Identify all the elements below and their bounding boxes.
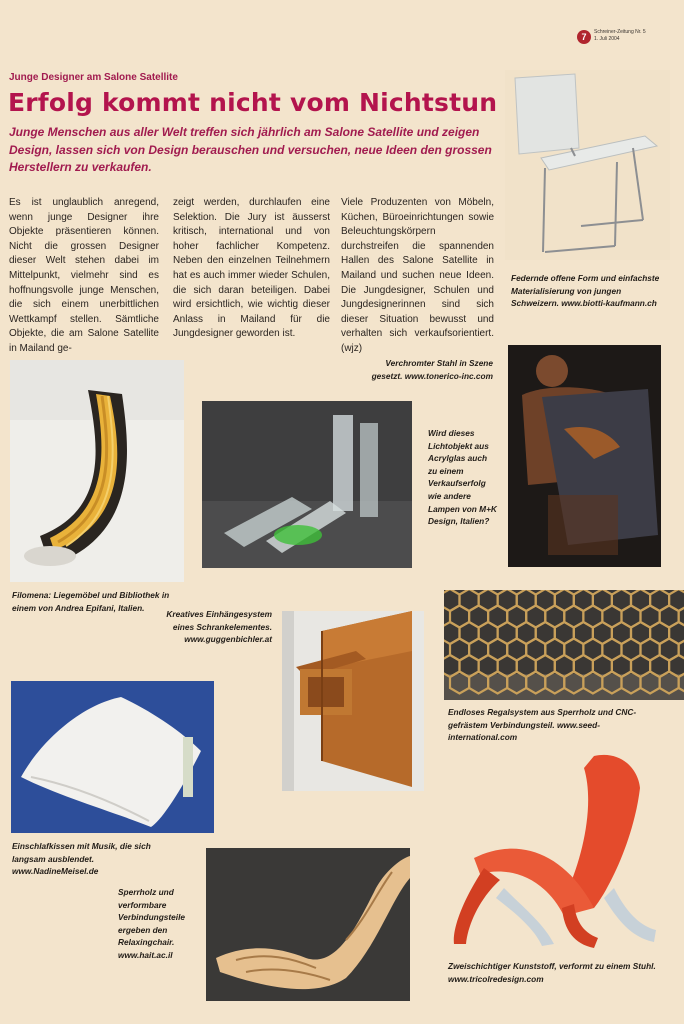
- caption-pillow: Einschlafkissen mit Musik, die sich langsam ausblendet. www.NadineMeisel.de: [12, 841, 151, 877]
- photo-hexagon-shelf: [444, 590, 684, 700]
- caption-filomena: Filomena: Liegemöbel und Bibliothek in einem von Andrea Epifani, Italien.: [12, 590, 170, 613]
- caption-steel: Verchromter Stahl in Szene gesetzt. www.tonerico-inc.com: [371, 358, 493, 381]
- caption-chair: Federnde offene Form und einfachste Materialisierung von jungen Schweizern. www.biotti-kaufmann.ch: [511, 273, 660, 309]
- photo-relaxing-chair: [206, 848, 410, 1001]
- article-kicker: Junge Designer am Salone Satellite: [9, 72, 178, 83]
- body-column-1: Es ist unglaublich anregend, wenn junge Designer ihre Objekte präsentieren können. Nicht die grossen Designer dieser Welt stehen dabei im Mittelpunkt, vielmehr sind es hoffnungsvolle junge Menschen, die sich einem unerbittlichen Wettkampf stellen. Sämtliche Objekte, die am Salone Satellite in Mailand ge-: [9, 197, 159, 354]
- article-headline: Erfolg kommt nicht vom Nichtstun: [8, 88, 498, 117]
- photo-steel-chair: [505, 70, 670, 260]
- caption-light: Wird dieses Lichtobjekt aus Acrylglas auch zu einem Verkaufserfolg wie andere Lampen von M+K Design, Italien?: [428, 428, 497, 527]
- photo-filomena: [10, 360, 184, 582]
- caption-plastic: Zweischichtiger Kunststoff, verformt zu einem Stuhl. www.tricolredesign.com: [448, 961, 656, 984]
- photo-wood-cabinet: [282, 611, 424, 791]
- body-column-2: zeigt werden, durchlaufen eine Selektion. Die Jury ist äusserst kritisch, international und von hoher fachlicher Kompetenz. Neben den einzelnen Teilnehmern hat es auch immer wieder Schulen, die sich daran beteiligen. Dabei wird ersichtlich, wie wichtig dieser Anlass in Mailand für die Jungdesigner geworden ist.: [173, 197, 330, 340]
- article-lead: Junge Menschen aus aller Welt treffen sich jährlich am Salone Satellite und zeigen Design, lassen sich von Design berauschen und versuchen, neue Ideen den grossen Herstellern zu verkaufen.: [9, 125, 492, 174]
- caption-cabinet: Kreatives Einhängesystem eines Schrankelementes. www.guggenbichler.at: [166, 609, 272, 645]
- photo-music-pillow: [11, 681, 214, 833]
- photo-plastic-chair: [444, 748, 666, 954]
- issue-info: Schreiner-Zeitung Nr. 5 1. Juli 2004: [594, 29, 646, 42]
- body-column-3: Viele Produzenten von Möbeln, Küchen, Büroeinrichtungen sowie Beleuchtungskörpern durchstreifen die spannenden Hallen des Salone Satellite in Mailand und suchen neue Ideen. Die Jungdesigner, Schulen und Jungdesignerinnen sind sich dieser Situation bewusst und verhalten sich verkaufsorientiert. (wjz): [341, 197, 494, 354]
- photo-steel-sheet: [508, 345, 661, 567]
- caption-shelf: Endloses Regalsystem aus Sperrholz und CNC-gefrästem Verbindungsteil. www.seed-international.com: [448, 707, 637, 743]
- page-number-badge: 7: [577, 30, 591, 44]
- caption-relax: Sperrholz und verformbare Verbindungsteile ergeben den Relaxingchair. www.hait.ac.il: [118, 887, 185, 960]
- photo-acrylic-light: [202, 401, 412, 568]
